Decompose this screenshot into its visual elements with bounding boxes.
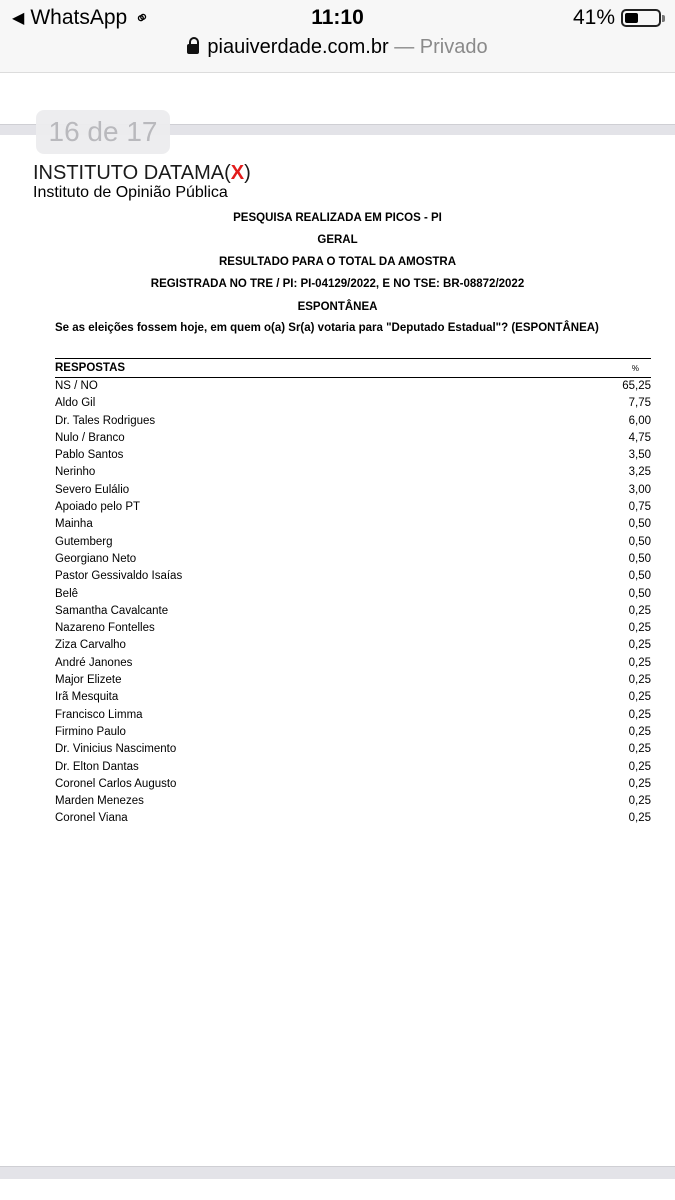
row-answer: Mainha	[55, 518, 93, 531]
row-answer: Pastor Gessivaldo Isaías	[55, 570, 183, 583]
row-percent: 6,00	[628, 414, 651, 427]
row-answer: Francisco Limma	[55, 708, 143, 721]
table-row	[55, 637, 651, 654]
battery-cap	[662, 15, 665, 22]
url-domain: piauiverdade.com.br	[207, 36, 389, 58]
pdf-page-bottom-edge	[0, 1166, 675, 1179]
institute-paren: )	[244, 162, 251, 184]
table-row	[55, 672, 651, 689]
row-percent: 0,50	[628, 552, 651, 565]
row-answer: Nerinho	[55, 466, 96, 479]
row-percent: 65,25	[622, 380, 651, 392]
row-percent: 0,25	[628, 760, 651, 773]
row-percent: 0,25	[628, 674, 651, 687]
table-row	[55, 655, 651, 672]
row-percent: 0,25	[628, 708, 651, 721]
row-answer: Pablo Santos	[55, 449, 124, 462]
survey-location: PESQUISA REALIZADA EM PICOS - PI	[233, 212, 442, 224]
row-answer: Severo Eulálio	[55, 483, 130, 496]
row-answer: André Janones	[55, 656, 133, 669]
institute-subtitle: Instituto de Opinião Pública	[33, 184, 228, 201]
address-bar[interactable]	[0, 36, 675, 59]
table-row	[55, 464, 651, 481]
row-answer: Aldo Gil	[55, 397, 96, 410]
table-row	[55, 793, 651, 810]
row-answer: Dr. Vinicius Nascimento	[55, 743, 177, 756]
battery-percent: 41%	[572, 6, 615, 29]
row-percent: 0,25	[628, 795, 651, 808]
row-answer: Georgiano Neto	[55, 552, 137, 565]
table-body	[55, 378, 651, 828]
table-row	[55, 741, 651, 758]
row-percent: 7,75	[628, 397, 651, 410]
row-answer: Gutemberg	[55, 535, 113, 548]
table-row	[55, 378, 651, 395]
link-icon: ⚭	[130, 5, 155, 31]
survey-type: ESPONTÂNEA	[297, 301, 378, 313]
row-answer: Dr. Tales Rodrigues	[55, 414, 156, 427]
row-answer: Marden Menezes	[55, 795, 144, 808]
row-answer: Samantha Cavalcante	[55, 604, 169, 617]
row-percent: 0,25	[628, 639, 651, 652]
row-answer: Major Elizete	[55, 674, 122, 687]
row-percent: 4,75	[628, 431, 651, 444]
private-mode-label: — Privado	[394, 36, 488, 58]
row-answer: Coronel Viana	[55, 812, 128, 825]
battery-fill	[625, 13, 638, 23]
institute-name-text: INSTITUTO DATAMA(	[33, 162, 231, 184]
row-answer: Irã Mesquita	[55, 691, 119, 704]
table-row	[55, 689, 651, 706]
battery-status	[573, 6, 661, 30]
clock: 11:10	[311, 6, 364, 29]
row-percent: 0,50	[628, 535, 651, 548]
results-table	[55, 358, 651, 828]
institute-x: X	[230, 162, 245, 184]
row-percent: 0,25	[628, 622, 651, 635]
row-percent: 3,50	[628, 449, 651, 462]
row-percent: 0,25	[628, 777, 651, 790]
row-percent: 3,00	[628, 483, 651, 496]
row-answer: Nazareno Fontelles	[55, 622, 155, 635]
table-row	[55, 447, 651, 464]
row-answer: Belê	[55, 587, 79, 600]
row-percent: 0,50	[628, 587, 651, 600]
table-row	[55, 724, 651, 741]
column-percent: %	[631, 363, 639, 373]
row-answer: Coronel Carlos Augusto	[55, 777, 177, 790]
browser-header	[0, 0, 675, 73]
row-answer: Ziza Carvalho	[55, 639, 126, 652]
table-row	[55, 482, 651, 499]
column-answers: RESPOSTAS	[55, 362, 126, 374]
survey-scope: GERAL	[317, 234, 358, 246]
row-percent: 0,50	[628, 518, 651, 531]
back-arrow-icon: ◀	[12, 10, 25, 27]
table-row	[55, 534, 651, 551]
table-row	[55, 551, 651, 568]
row-percent: 0,25	[628, 812, 651, 825]
table-row	[55, 620, 651, 637]
table-row	[55, 413, 651, 430]
row-percent: 0,25	[628, 743, 651, 756]
table-row	[55, 707, 651, 724]
survey-question: Se as eleições fossem hoje, em quem o(a) Sr(a) votaria para "Deputado Estadual"? (ESPONTÂNEA)	[55, 322, 599, 334]
row-percent: 0,50	[628, 570, 651, 583]
table-row	[55, 516, 651, 533]
row-answer: Apoiado pelo PT	[55, 501, 141, 514]
row-percent: 0,25	[628, 725, 651, 738]
row-percent: 3,25	[628, 466, 651, 479]
row-percent: 0,25	[628, 604, 651, 617]
table-row	[55, 499, 651, 516]
battery-icon	[621, 9, 661, 27]
table-row	[55, 568, 651, 585]
survey-result-title: RESULTADO PARA O TOTAL DA AMOSTRA	[218, 256, 457, 268]
row-percent: 0,25	[628, 691, 651, 704]
survey-registration: REGISTRADA NO TRE / PI: PI-04129/2022, E NO TSE: BR-08872/2022	[150, 278, 525, 290]
page-indicator: 16 de 17	[36, 110, 170, 154]
table-row	[55, 776, 651, 793]
row-percent: 0,25	[628, 656, 651, 669]
row-percent: 0,75	[628, 501, 651, 514]
table-row	[55, 810, 651, 827]
row-answer: Firmino Paulo	[55, 725, 126, 738]
table-header	[55, 358, 651, 378]
table-row	[55, 395, 651, 412]
table-row	[55, 603, 651, 620]
row-answer: NS / NO	[55, 380, 98, 392]
row-answer: Dr. Elton Dantas	[55, 760, 139, 773]
back-app-label: WhatsApp	[30, 6, 128, 29]
table-row	[55, 759, 651, 776]
row-answer: Nulo / Branco	[55, 431, 125, 444]
table-row	[55, 586, 651, 603]
lock-icon	[187, 44, 199, 54]
table-row	[55, 430, 651, 447]
institute-name	[33, 162, 251, 185]
